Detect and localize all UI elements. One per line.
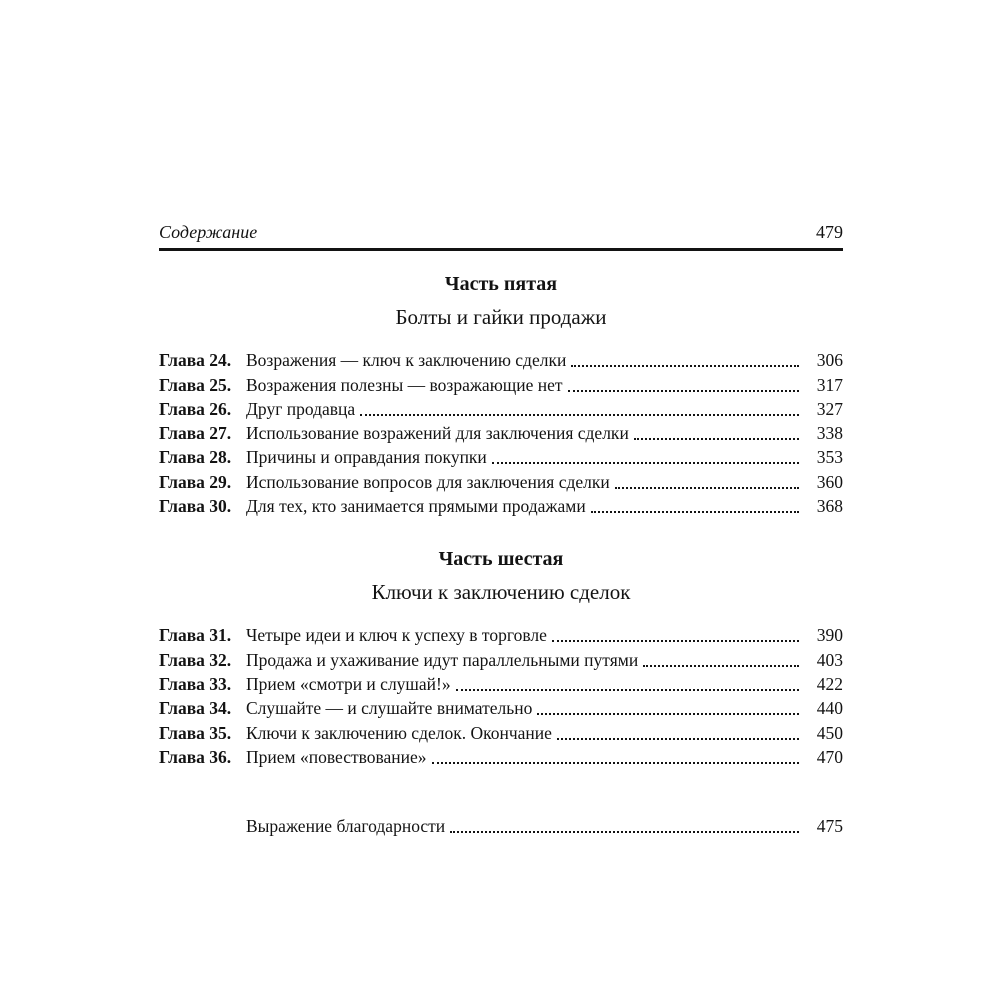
chapter-page: 327 [816, 398, 843, 419]
chapter-label: Глава 25. [159, 374, 232, 395]
section-part-six [159, 548, 843, 768]
chapter-page: 403 [816, 649, 843, 670]
chapter-page: 360 [816, 471, 843, 492]
leader-dots [537, 713, 799, 715]
toc-entry [159, 347, 843, 371]
chapter-title: Продажа и ухаживание идут параллельными путями [246, 649, 639, 670]
chapter-label: Глава 31. [159, 625, 232, 646]
chapter-label: Глава 30. [159, 496, 232, 517]
toc-entry [159, 744, 843, 768]
running-head-title: Содержание [159, 222, 258, 242]
leader-dots [568, 390, 799, 392]
chapter-page: 317 [816, 374, 843, 395]
chapter-page: 422 [816, 673, 843, 694]
chapter-label: Глава 35. [159, 722, 232, 743]
leader-dots [557, 738, 799, 740]
part-title: Часть пятая [444, 273, 558, 295]
part-subtitle: Ключи к заключению сделок [371, 580, 631, 605]
chapter-page: 338 [816, 423, 843, 444]
section-part-five [159, 273, 843, 517]
leader-dots [643, 665, 799, 667]
chapter-label: Глава 36. [159, 746, 232, 767]
toc-entry [159, 396, 843, 420]
chapter-title: Слушайте — и слушайте внимательно [246, 698, 533, 719]
chapter-page: 390 [816, 625, 843, 646]
leader-dots [492, 462, 799, 464]
toc-entry [159, 493, 843, 517]
running-head [159, 222, 843, 251]
chapter-label: Глава 33. [159, 673, 232, 694]
toc-entry [159, 420, 843, 444]
leader-dots [615, 487, 799, 489]
ack-title: Выражение благодарности [246, 816, 446, 837]
chapter-label: Глава 24. [159, 350, 232, 371]
chapter-label: Глава 29. [159, 471, 232, 492]
leader-dots [634, 438, 799, 440]
running-head-page-number: 479 [816, 222, 843, 242]
chapter-title: Использование вопросов для заключения сделки [246, 471, 610, 492]
toc-page [159, 222, 843, 837]
chapter-title: Возражения полезны — возражающие нет [246, 374, 563, 395]
chapter-title: Четыре идеи и ключ к успеху в торговле [246, 625, 547, 646]
chapter-title: Для тех, кто занимается прямыми продажами [246, 496, 586, 517]
leader-dots [432, 762, 799, 764]
toc-entry [159, 671, 843, 695]
part-title: Часть шестая [438, 548, 564, 571]
chapter-label: Глава 27. [159, 423, 232, 444]
toc-entry [159, 622, 843, 646]
chapter-title: Прием «повествование» [246, 746, 427, 767]
chapter-label: Глава 34. [159, 698, 232, 719]
leader-dots [552, 640, 799, 642]
toc-entries [159, 347, 843, 517]
chapter-title: Прием «смотри и слушай!» [246, 673, 451, 694]
toc-entry [159, 371, 843, 395]
toc-entry [159, 444, 843, 468]
chapter-title: Ключи к заключению сделок. Окончание [246, 722, 552, 743]
chapter-title: Причины и оправдания покупки [246, 447, 487, 468]
toc-entry [159, 695, 843, 719]
leader-dots [591, 511, 799, 513]
chapter-page: 450 [816, 722, 843, 743]
toc-entry [159, 646, 843, 670]
chapter-label: Глава 26. [159, 398, 232, 419]
chapter-page: 353 [816, 447, 843, 468]
toc-entry-acknowledgment [159, 813, 843, 837]
chapter-page: 470 [816, 746, 843, 767]
part-subtitle: Болты и гайки продажи [395, 305, 607, 329]
chapter-label: Глава 28. [159, 447, 232, 468]
toc-entries [159, 622, 843, 768]
leader-dots [456, 689, 799, 691]
leader-dots [360, 414, 799, 416]
toc-entry [159, 719, 843, 743]
leader-dots [571, 365, 799, 367]
leader-dots [450, 831, 799, 833]
chapter-page: 440 [816, 698, 843, 719]
chapter-title: Друг продавца [246, 398, 356, 419]
toc-entry [159, 468, 843, 492]
chapter-page: 306 [816, 350, 843, 371]
chapter-title: Возражения — ключ к заключению сделки [246, 350, 567, 371]
chapter-page: 368 [816, 496, 843, 517]
ack-page: 475 [816, 816, 843, 837]
chapter-label: Глава 32. [159, 649, 232, 670]
chapter-title: Использование возражений для заключения сделки [246, 423, 629, 444]
